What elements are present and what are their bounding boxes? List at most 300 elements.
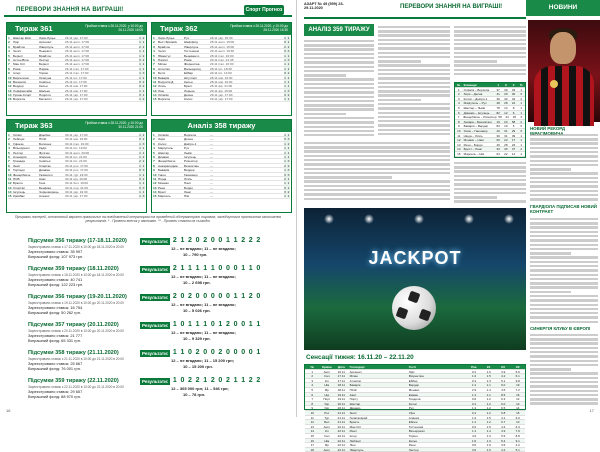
text-line bbox=[530, 360, 598, 362]
result-stakes: Зареєстровано ставок: 21 777 bbox=[28, 333, 83, 338]
text-line bbox=[304, 176, 392, 178]
table-cell: 1 bbox=[139, 150, 141, 155]
table-cell: 26.11 укр. 17:00 bbox=[65, 97, 88, 102]
table-cell: 1 bbox=[284, 57, 286, 62]
result-digit: 1 bbox=[172, 377, 177, 384]
jackpot-banner bbox=[304, 208, 526, 350]
table-cell: Львів bbox=[184, 150, 192, 155]
text-line bbox=[304, 83, 374, 85]
table-cell: — bbox=[210, 194, 214, 199]
result-digit: 0 bbox=[233, 349, 238, 356]
table-cell: Інтер bbox=[349, 433, 357, 438]
table-tirazh-361 bbox=[6, 22, 147, 116]
text-line bbox=[454, 170, 526, 172]
table-cell: X bbox=[138, 57, 142, 62]
column-header: 1 bbox=[497, 83, 500, 87]
table-cell: 1:1 bbox=[472, 383, 477, 388]
result-fund: Виграшний фонд: 76 001 грн. bbox=[28, 366, 81, 371]
result-stakes: Зареєстровано ставок: 40 741 bbox=[28, 277, 83, 282]
text-line bbox=[304, 40, 374, 42]
player-photo bbox=[528, 20, 600, 122]
table-cell: 26.11 нім. 17:00 bbox=[65, 84, 88, 89]
text-line bbox=[378, 120, 450, 122]
table-cell: 19 bbox=[496, 119, 500, 124]
text-line bbox=[530, 155, 598, 157]
table-cell: 1 bbox=[284, 194, 286, 199]
table-cell: 23 bbox=[504, 119, 508, 124]
table-cell: Хоффенгайм bbox=[13, 88, 32, 93]
table-cell: X bbox=[287, 49, 290, 54]
text-line bbox=[530, 312, 598, 314]
table-cell: X bbox=[283, 71, 287, 76]
table-cell: 1 bbox=[142, 49, 145, 54]
result-stakes: Зареєстровано ставок: 25 667 bbox=[28, 361, 83, 366]
result-digit: 1 bbox=[172, 349, 177, 356]
table-cell: 1.1 bbox=[486, 383, 491, 388]
table-cell: Ісп bbox=[324, 429, 329, 434]
table-cell: Шахтар Київ bbox=[13, 36, 31, 40]
table-cell: 22.11 bbox=[337, 443, 345, 448]
table-cell: Поділля bbox=[39, 93, 51, 98]
text-line bbox=[378, 82, 450, 84]
result-digit: 0 bbox=[248, 349, 253, 356]
table-row bbox=[153, 194, 290, 198]
table-cell: 3 bbox=[8, 141, 10, 146]
table-cell: 4.2 bbox=[515, 443, 520, 448]
table-cell: 18 bbox=[512, 115, 516, 120]
table-cell: 14 bbox=[504, 105, 508, 110]
table-cell: 1 bbox=[142, 146, 145, 151]
text-line bbox=[304, 198, 450, 200]
left-page bbox=[0, 0, 297, 417]
table-cell: 1 bbox=[142, 190, 145, 195]
news-tab[interactable]: НОВИНИ bbox=[526, 0, 600, 16]
table-cell: X bbox=[287, 168, 290, 173]
table-cell: 8 bbox=[458, 119, 460, 124]
column-header: Рах. bbox=[471, 365, 478, 369]
result-digit: 0 bbox=[233, 265, 238, 272]
table-cell: 1 bbox=[284, 88, 286, 93]
table-cell: 1 bbox=[284, 150, 286, 155]
table-cell: Ювентус bbox=[158, 53, 171, 58]
table-cell: Лілль bbox=[158, 84, 166, 89]
table-cell: 1 bbox=[139, 88, 141, 93]
table-cell: 2 bbox=[287, 141, 290, 146]
table-cell: 26.11 ісп. 17:00 bbox=[65, 79, 87, 84]
table-cell: 2 bbox=[8, 137, 10, 142]
table-cell: 30.11 укр. 19:30 bbox=[65, 190, 88, 195]
result-block bbox=[28, 292, 268, 314]
text-line bbox=[304, 96, 374, 98]
table-cell: Ліон bbox=[349, 443, 356, 448]
table-cell: 5.4 bbox=[501, 438, 506, 443]
table-cell: 12 bbox=[153, 84, 157, 89]
table-cell: 0:0 bbox=[472, 443, 477, 448]
text-line bbox=[304, 91, 374, 93]
table-cell: — bbox=[210, 181, 214, 186]
result-digit: 0 bbox=[241, 321, 246, 328]
table-cell: 1 bbox=[142, 62, 145, 67]
table-row bbox=[8, 97, 145, 101]
column-header: 2 bbox=[512, 83, 515, 87]
table-cell: Альянс bbox=[39, 194, 50, 199]
table-cell: 0:1 bbox=[472, 378, 477, 383]
table-cell: 30 bbox=[504, 96, 508, 101]
table-cell: 14 bbox=[511, 151, 516, 156]
table-cell: 36 bbox=[496, 96, 500, 101]
table-cell: Беневенто bbox=[184, 53, 200, 58]
table-tirazh-362 bbox=[151, 22, 292, 116]
result-digit: 1 bbox=[226, 237, 230, 244]
table-cell: 37 bbox=[496, 87, 500, 92]
table-cell: X bbox=[520, 115, 523, 120]
table-cell: 4.2 bbox=[501, 374, 506, 379]
text-line bbox=[530, 347, 598, 349]
table-cell: Зеніт bbox=[349, 410, 357, 415]
table-cell: Нім bbox=[324, 383, 330, 388]
table-cell: Зоря bbox=[158, 137, 165, 142]
table-cell: X bbox=[283, 190, 287, 195]
table-cell: X bbox=[138, 84, 142, 89]
table-cell: 1 bbox=[142, 66, 145, 71]
result-digit: 0 bbox=[210, 349, 215, 356]
table-cell: 1 bbox=[139, 66, 141, 71]
table-cell: Діцебен bbox=[39, 133, 51, 137]
result-digit: 0 bbox=[256, 265, 261, 272]
table-cell: Монако bbox=[158, 181, 169, 186]
table-cell: 1 bbox=[520, 105, 523, 110]
table-cell: 21.11 bbox=[337, 420, 345, 425]
table-cell: 28.11 англ. 15:00 bbox=[210, 40, 235, 45]
text-line bbox=[530, 164, 598, 166]
result-block bbox=[28, 376, 268, 398]
result-digit: 2 bbox=[226, 377, 230, 384]
table-cell: 2 bbox=[284, 44, 286, 49]
text-line bbox=[530, 304, 598, 306]
text-line bbox=[378, 94, 450, 96]
table-cell: 34 bbox=[511, 96, 516, 101]
table-cell: 1 bbox=[139, 146, 141, 151]
text-line bbox=[378, 116, 450, 118]
table-cell: 7 bbox=[8, 159, 10, 164]
result-digit: 0 bbox=[218, 265, 223, 272]
table-cell: 6 bbox=[8, 154, 10, 159]
table-cell: 30.11 укр. 17:00 bbox=[65, 194, 88, 199]
table-cell: 15 bbox=[310, 433, 314, 438]
table-cell: 1 bbox=[139, 62, 141, 67]
article-text-col-5 bbox=[454, 160, 526, 204]
result-label: Результати: bbox=[142, 323, 169, 328]
table-cell: 14 bbox=[310, 429, 314, 434]
table-cell: 4.6 bbox=[501, 387, 506, 392]
result-digit: 1 bbox=[248, 321, 253, 328]
table-cell: Фенербахче bbox=[13, 172, 31, 177]
column-header: Гості bbox=[408, 365, 417, 369]
table-cell: 1 bbox=[284, 159, 286, 164]
text-line bbox=[454, 196, 497, 198]
table-cell: 29.11 італ. 21:45 bbox=[210, 57, 234, 62]
table-cell: — bbox=[210, 159, 214, 164]
text-line bbox=[454, 43, 526, 45]
table-analiz-358 bbox=[151, 119, 292, 213]
table-cell: ПСЖ bbox=[349, 387, 357, 392]
result-categories-2: 10 – 2 698 грн. bbox=[183, 280, 211, 285]
table-row bbox=[455, 152, 525, 157]
table-cell: 13 bbox=[516, 420, 520, 425]
table-cell: 9.8 bbox=[515, 378, 520, 383]
table-cell: 6.0 bbox=[501, 401, 506, 406]
table-cell: Ман Сіті bbox=[13, 62, 25, 67]
table-cell: 12 bbox=[516, 397, 520, 402]
table-cell: Торіно bbox=[408, 433, 418, 438]
table-cell: — bbox=[210, 150, 214, 155]
table-cell: 1 bbox=[520, 151, 523, 156]
table-cell: 5 bbox=[8, 53, 10, 58]
table-cell: Зеніт bbox=[13, 163, 21, 168]
table-cell: Севілья bbox=[39, 79, 51, 84]
column-header: Господарі bbox=[349, 365, 365, 369]
table-cell: 1 bbox=[142, 181, 145, 186]
text-line bbox=[304, 44, 374, 46]
table-cell: 28 bbox=[504, 101, 508, 106]
table-cell: 1.2 bbox=[486, 410, 491, 415]
text-line bbox=[454, 73, 526, 75]
table-cell: 8 bbox=[153, 163, 155, 168]
table-cell: 1.2 bbox=[486, 420, 491, 425]
text-line bbox=[378, 112, 450, 114]
result-digit: 0 bbox=[180, 293, 185, 300]
result-digits bbox=[171, 237, 262, 245]
table-cell: 26.11 англ. 17:00 bbox=[65, 44, 90, 49]
table-cell: 1 bbox=[284, 154, 286, 159]
table-cell: Рух bbox=[184, 146, 190, 151]
table-cell: 5.5 bbox=[501, 433, 506, 438]
table-cell: Кельн bbox=[39, 84, 48, 89]
table-cell: 29.11 італ. 16:00 bbox=[210, 62, 234, 67]
text-line bbox=[530, 248, 598, 250]
table-cell: 9.0 bbox=[501, 383, 506, 388]
table-cell: Атлетіко bbox=[158, 66, 170, 71]
table-cell: Фр bbox=[324, 443, 329, 448]
table-dates: Прийом ставок з 26.11.2020, у 10:00 до 26.11.2020 18:05 bbox=[85, 24, 143, 32]
table-cell: Баварія bbox=[349, 383, 361, 388]
text-line bbox=[304, 87, 374, 89]
table-cell: Аякс bbox=[349, 392, 357, 397]
result-stakes: Зареєстровано ставок: 35 997 bbox=[28, 249, 83, 254]
table-cell: Барселона bbox=[13, 75, 29, 80]
text-line bbox=[530, 282, 598, 284]
table-cell: — bbox=[210, 141, 214, 146]
table-cell: 30.11 нід. 19:00 bbox=[65, 176, 88, 181]
table-cell: 1 bbox=[287, 146, 290, 151]
table-dates: Прийом ставок з 26.11.2020, у 10:00 до 28.11.2020 15:30 bbox=[230, 24, 288, 32]
result-period: Зареєстровано ставок з 21.11.2020 в 10:00 до 21.11.2020 в 20:00 bbox=[28, 357, 124, 361]
table-cell: 7 bbox=[8, 62, 10, 67]
table-cell: 37 bbox=[511, 147, 516, 152]
table-cell: Вест Бромвіч bbox=[158, 40, 178, 45]
result-categories: 12 – 365 000 грн; 11 – 546 грн; bbox=[171, 386, 229, 391]
table-cell: Болонья bbox=[39, 141, 52, 146]
table-cell: Рух bbox=[184, 36, 190, 40]
table-cell: 2:3 bbox=[472, 387, 477, 392]
table-cell: — bbox=[210, 137, 214, 142]
table-cell: Ворскла bbox=[184, 133, 196, 137]
result-digit: 0 bbox=[218, 377, 223, 384]
table-cell: 29.11 укр. 17:00 bbox=[210, 97, 233, 102]
table-cell: 14 bbox=[457, 147, 461, 152]
result-digit: 2 bbox=[248, 293, 253, 300]
table-cell: Бешикташ bbox=[184, 163, 199, 168]
result-digit: 0 bbox=[203, 349, 208, 356]
article-text-col-4 bbox=[304, 140, 450, 204]
text-line bbox=[378, 39, 450, 41]
sport-prognoz-logo: Спорт Прогноз bbox=[245, 7, 283, 13]
table-cell: 1.5 bbox=[486, 374, 491, 379]
text-line bbox=[378, 30, 450, 32]
text-line bbox=[454, 69, 526, 71]
table-cell: 1.6 bbox=[486, 369, 491, 374]
table-cell: Монако – Нант bbox=[463, 138, 485, 143]
table-cell: Ейпен bbox=[408, 420, 418, 425]
result-digit: 1 bbox=[188, 321, 192, 328]
text-line bbox=[454, 26, 526, 28]
result-digit: 0 bbox=[226, 265, 230, 272]
table-cell: 15 bbox=[8, 194, 12, 199]
text-line bbox=[530, 231, 598, 233]
text-line bbox=[530, 286, 598, 288]
text-line bbox=[454, 64, 526, 66]
table-cell: 4 bbox=[153, 49, 155, 54]
table-cell: 10 bbox=[153, 172, 157, 177]
result-title: Підсумки 359 тиражу (22.11.2020) bbox=[28, 378, 119, 384]
result-digit: 0 bbox=[180, 377, 185, 384]
table-cell: Бетіс bbox=[158, 71, 166, 76]
table-cell: Ісп bbox=[324, 378, 329, 383]
table-cell: 5 bbox=[311, 387, 314, 392]
table-cell: 26.11 англ. 17:00 bbox=[65, 62, 90, 67]
table-cell: 5.1 bbox=[515, 447, 520, 452]
table-cell: 2 bbox=[287, 163, 290, 168]
table-cell: 4.4 bbox=[501, 424, 506, 429]
table-cell: 19.11 bbox=[337, 397, 345, 402]
text-line bbox=[530, 351, 598, 353]
table-cell: X bbox=[283, 40, 287, 45]
table-cell: 30.11 англ. 20:00 bbox=[65, 150, 90, 155]
table-cell: 30.11 рос. 17:00 bbox=[65, 163, 88, 168]
table-cell: 5 bbox=[458, 105, 460, 110]
table-cell: X bbox=[138, 168, 142, 173]
text-line bbox=[378, 26, 450, 28]
table-cell: Вільярреал bbox=[13, 146, 30, 151]
table-cell: 7.9 bbox=[515, 429, 520, 434]
table-cell: 14 bbox=[8, 93, 12, 98]
table-cell: X bbox=[283, 172, 287, 177]
table-cell: Інгулець bbox=[13, 190, 26, 195]
table-cell: 11 bbox=[8, 176, 12, 181]
table-cell: 1 bbox=[287, 150, 290, 155]
text-line bbox=[530, 364, 598, 366]
result-digit: 0 bbox=[195, 237, 200, 244]
table-cell: Порт bbox=[323, 397, 331, 402]
table-cell: 6.3 bbox=[515, 424, 520, 429]
text-line bbox=[454, 188, 526, 190]
table-cell: X bbox=[283, 93, 287, 98]
result-digit: 2 bbox=[195, 377, 200, 384]
result-categories-2: 10 – 5 026 грн. bbox=[183, 308, 211, 313]
table-cell: Марсель bbox=[158, 194, 171, 199]
table-cell: 29.11 ісп. 14:00 bbox=[210, 71, 232, 76]
text-line bbox=[530, 226, 598, 228]
result-period: Зареєстровано ставок з 17.11.2020 в 10:00 до 18.11.2020 в 20:00 bbox=[28, 245, 124, 249]
news-text-3 bbox=[530, 332, 598, 406]
text-line bbox=[530, 372, 598, 374]
text-line bbox=[378, 133, 450, 135]
result-categories: 12 – не вгадано; 11 – 15 200 грн; bbox=[171, 358, 234, 363]
text-line bbox=[378, 69, 450, 71]
column-header: X bbox=[504, 83, 507, 87]
article-text-col-3 bbox=[454, 24, 526, 79]
result-digit: 0 bbox=[203, 293, 208, 300]
table-cell: 9 bbox=[153, 168, 155, 173]
table-cell: Ворскла bbox=[158, 97, 170, 102]
table-cell: 1 bbox=[287, 154, 290, 159]
text-line bbox=[378, 47, 450, 49]
text-line bbox=[530, 394, 598, 396]
table-cell: Уніон – Ганновер bbox=[463, 128, 488, 133]
text-line bbox=[530, 390, 598, 392]
table-cell: 10 bbox=[457, 128, 461, 133]
result-digit: 2 bbox=[172, 293, 177, 300]
table-cell: 1.4 bbox=[486, 387, 491, 392]
news-headline-1: НОВИЙ РЕКОРД bbox=[530, 126, 566, 131]
table-cell: 2 bbox=[520, 147, 523, 152]
text-line bbox=[378, 43, 450, 45]
table-cell: 24 bbox=[505, 115, 509, 120]
result-digit: 1 bbox=[210, 265, 215, 272]
table-cell: X bbox=[287, 172, 290, 177]
table-cell: Арсенал bbox=[39, 40, 52, 45]
result-digits bbox=[171, 293, 262, 301]
text-line bbox=[304, 172, 450, 174]
table-cell: 1 bbox=[142, 40, 145, 45]
table-cell: Англ bbox=[323, 369, 331, 374]
table-cell: 4.9 bbox=[501, 429, 506, 434]
table-cell: 28.11 нім. 16:30 bbox=[210, 75, 233, 80]
text-line bbox=[454, 34, 526, 36]
table-cell: Зоря – Десна bbox=[463, 92, 483, 97]
table-cell: Лілль bbox=[184, 176, 192, 181]
table-cell: 1 bbox=[520, 101, 523, 106]
table-cell: 13 bbox=[516, 401, 520, 406]
table-cell: 22.11 bbox=[337, 433, 345, 438]
table-cell: 10 bbox=[310, 410, 314, 415]
text-line bbox=[530, 194, 598, 196]
table-cell: Десна bbox=[184, 93, 193, 98]
table-cell: 1:0 bbox=[472, 438, 477, 443]
table-cell: 20.11 bbox=[337, 406, 345, 411]
table-cell: 1:2 bbox=[472, 415, 477, 420]
table-cell: 22 bbox=[504, 151, 508, 156]
table-cell: 22.11 bbox=[337, 438, 345, 443]
text-line bbox=[530, 138, 598, 140]
table-cell: 1 bbox=[139, 141, 141, 146]
result-digit: 2 bbox=[188, 237, 192, 244]
text-line bbox=[304, 146, 450, 148]
result-label: Результати: bbox=[142, 379, 169, 384]
table-cell: 2 bbox=[142, 137, 145, 142]
text-line bbox=[530, 244, 598, 246]
result-digit: 1 bbox=[241, 293, 246, 300]
